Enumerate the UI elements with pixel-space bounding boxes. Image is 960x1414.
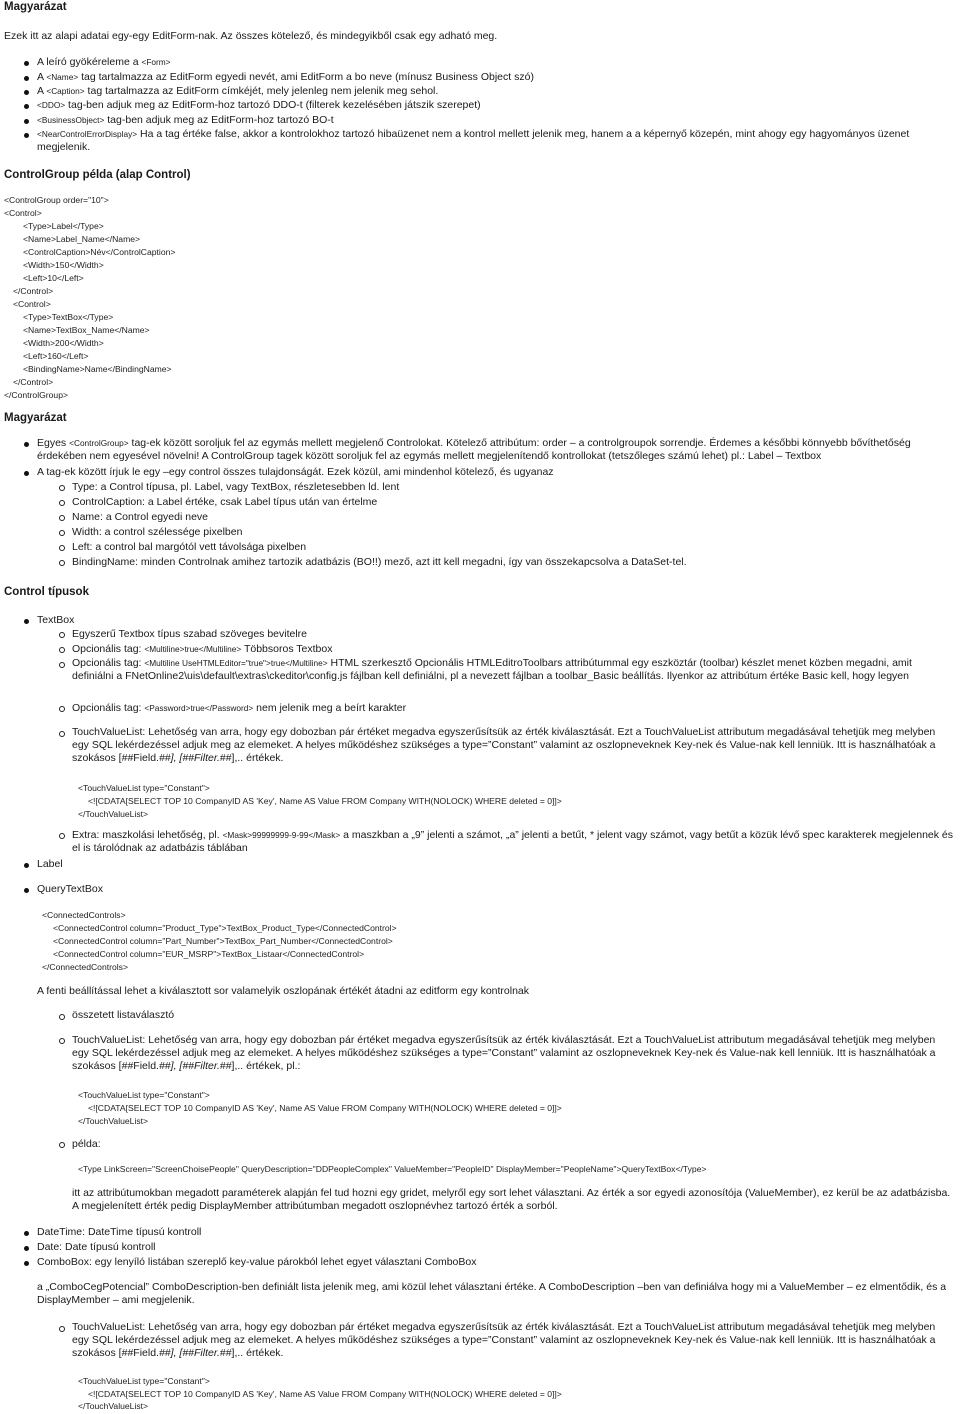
sub-list-item: Name: a Control egyedi neve	[72, 511, 208, 523]
list-item: A <Name> tag tartalmazza az EditForm egyedi nevét, ami EditForm a bo neve (mínusz Business Object szó)	[37, 71, 534, 83]
section-heading-explanation-2: Magyarázat	[4, 412, 67, 424]
paragraph: a „ComboCegPotencial” ComboDescription-ben definiált lista jelenik meg, ami közül lehet választani értéke. A ComboDescription –ben van definiálva hogy mi a ValueMember – ez elmentődik, és a DisplayMember – ami megjelenik.	[37, 1281, 947, 1306]
circle-bullet-icon	[59, 632, 65, 638]
circle-bullet-icon	[59, 545, 65, 551]
sub-list-item: Type: a Control típusa, pl. Label, vagy TextBox, részletesebben ld. lent	[72, 481, 400, 493]
bullet-icon	[24, 133, 29, 138]
sub-list-item: Left: a control bal margótól vett távolsága pixelben	[72, 541, 307, 553]
intro-paragraph: Ezek itt az alapi adatai egy-egy EditForm-nak. Az összes kötelező, és mindegyikből csak egy adható meg.	[4, 30, 498, 42]
code-line: <Control>	[13, 299, 51, 309]
section-heading-controlgroup-example: ControlGroup példa (alap Control)	[4, 169, 191, 181]
code-line: <Type LinkScreen="ScreenChoisePeople" QueryDescription="DDPeopleComplex" ValueMember="PeopleID" DisplayMember="PeopleName">QueryTextBox</Type>	[78, 1164, 707, 1174]
circle-bullet-icon	[59, 1014, 65, 1020]
sub-list-item-touchvaluelist: TouchValueList: Lehetőség van arra, hogy egy dobozban pár értéket megadva egyszerűsítsük az érték kiválasztását. Ezt a TouchValueList attributum megadásával tehetjük meg melyben egy SQL lekérdezéssel adjuk meg az elemeket. A helyes működéshez szükséges a type=”Constant” valamint az oszlopneveknek Key-nek és Value-nak kell lenniük. Itt is használhatóak a szokásos [##Field.##], [##Filter.##],.. értékek.	[72, 726, 936, 764]
code-line: <TouchValueList type="Constant">	[78, 783, 210, 793]
sub-list-item-touchvaluelist: TouchValueList: Lehetőség van arra, hogy egy dobozban pár értéket megadva egyszerűsítsük az érték kiválasztását. Ezt a TouchValueList attributum megadásával tehetjük meg melyben egy SQL lekérdezéssel adjuk meg az elemeket. A helyes működéshez szükséges a type=”Constant” valamint az oszlopneveknek Key-nek és Value-nak kell lenniük. Itt is használhatóak a szokásos [##Field.##], [##Filter.##],.. értékek, pl.:	[72, 1034, 936, 1072]
list-item-querytextbox: QueryTextBox	[37, 883, 103, 895]
circle-bullet-icon	[59, 560, 65, 566]
sub-list-item: Opcionális tag: <Multiline>true</Multiline> Többsoros Textbox	[72, 643, 333, 655]
circle-bullet-icon	[59, 530, 65, 536]
code-line: <Width>200</Width>	[23, 338, 104, 348]
section-heading-explanation: Magyarázat	[4, 1, 67, 13]
sub-list-item: ControlCaption: a Label értéke, csak Label típus után van értelme	[72, 496, 378, 508]
code-line: <TouchValueList type="Constant">	[78, 1376, 210, 1386]
circle-bullet-icon	[59, 833, 65, 839]
sub-list-item: Egyszerű Textbox típus szabad szöveges bevitelre	[72, 628, 308, 640]
code-line: <ConnectedControl column="Product_Type">TextBox_Product_Type</ConnectedControl>	[53, 923, 397, 933]
code-line: <ConnectedControl column="EUR_MSRP">TextBox_Listaar</ConnectedControl>	[53, 949, 365, 959]
circle-bullet-icon	[59, 485, 65, 491]
list-item: <DDO> tag-ben adjuk meg az EditForm-hoz tartozó DDO-t (filterek kezelésében játszik szerepet)	[37, 99, 481, 111]
list-item-datetime: DateTime: DateTime típusú kontroll	[37, 1226, 202, 1238]
sub-list-item: Opcionális tag: <Multiline UseHTMLEditor="true">true</Multiline> HTML szerkesztő Opcionális HTMLEditroToolbars attribútummal egy eszköztár (toolbar) készlet menet közben megadni, amit definiálni a FNetOnline2\uis\default\extras\ckeditor\config.js fájlban kell definiálni, pl a nevezett fájlban a toolbar_Basic beállítás. Ilyenkor az attribútum értéke Basic kell, hogy legyen	[72, 657, 912, 682]
circle-bullet-icon	[59, 500, 65, 506]
code-line: </Control>	[13, 377, 54, 387]
bullet-icon	[24, 619, 29, 624]
list-item-date: Date: Date típusú kontroll	[37, 1241, 156, 1253]
code-line: <Type>Label</Type>	[23, 221, 104, 231]
code-line: <![CDATA[SELECT TOP 10 CompanyID AS 'Key', Name AS Value FROM Company WITH(NOLOCK) WHERE deleted = 0]]>	[88, 1103, 562, 1113]
bullet-icon	[24, 888, 29, 893]
sub-list-item: példa:	[72, 1138, 101, 1150]
code-line: <Control>	[4, 208, 42, 218]
bullet-icon	[24, 119, 29, 124]
circle-bullet-icon	[59, 1142, 65, 1148]
code-line: </ControlGroup>	[4, 390, 69, 400]
code-line: </Control>	[13, 286, 54, 296]
list-item: A leíró gyökéreleme a <Form>	[37, 56, 171, 68]
circle-bullet-icon	[59, 647, 65, 653]
sub-list-item: Opcionális tag: <Password>true</Password> nem jelenik meg a beírt karakter	[72, 702, 407, 714]
bullet-icon	[24, 1231, 29, 1236]
bullet-icon	[24, 471, 29, 476]
code-line: <Left>10</Left>	[23, 273, 84, 283]
code-line: <ConnectedControls>	[42, 910, 126, 920]
code-line: </TouchValueList>	[78, 809, 149, 819]
list-item-label: Label	[37, 858, 63, 870]
code-line: <TouchValueList type="Constant">	[78, 1090, 210, 1100]
list-item: A <Caption> tag tartalmazza az EditForm címkéjét, mely jelenleg nem jelenik meg sehol.	[37, 85, 439, 97]
list-item: Egyes <ControlGroup> tag-ek között soroljuk fel az egymás mellett megjelenő Controlokat. Kötelező attribútum: order – a controlgroupok sorrendje. Érdemes a későbbi könnyebb bővíthetőség érdekében nem egyesével növelni! A ControlGroup tagek között soroljuk fel az egymás mellett megjelenítendő kontrollokat (tetszőleges számú lehet) pl.: Label – Textbox	[37, 437, 911, 462]
sub-list-item-touchvaluelist: TouchValueList: Lehetőség van arra, hogy egy dobozban pár értéket megadva egyszerűsítsük az érték kiválasztását. Ezt a TouchValueList attributum megadásával tehetjük meg melyben egy SQL lekérdezéssel adjuk meg az elemeket. A helyes működéshez szükséges a type=”Constant” valamint az oszlopneveknek Key-nek és Value-nak kell lenniük. Itt is használhatóak a szokásos [##Field.##], [##Filter.##],.. értékek.	[72, 1321, 936, 1359]
code-line: </TouchValueList>	[78, 1401, 149, 1411]
circle-bullet-icon	[59, 1326, 65, 1332]
code-line: <Width>150</Width>	[23, 260, 104, 270]
code-line: <Type>TextBox</Type>	[23, 312, 114, 322]
list-item: <BusinessObject> tag-ben adjuk meg az EditForm-hoz tartozó BO-t	[37, 114, 334, 126]
sub-list-item: összetett listaválasztó	[72, 1009, 175, 1021]
bullet-icon	[24, 1246, 29, 1251]
code-line: <Left>160</Left>	[23, 351, 89, 361]
list-item-combobox: ComboBox: egy lenyíló listában szereplő key-value párokból lehet egyet választani ComboBox	[37, 1256, 477, 1268]
code-line: <![CDATA[SELECT TOP 10 CompanyID AS 'Key', Name AS Value FROM Company WITH(NOLOCK) WHERE deleted = 0]]>	[88, 796, 562, 806]
code-line: <![CDATA[SELECT TOP 10 CompanyID AS 'Key', Name AS Value FROM Company WITH(NOLOCK) WHERE deleted = 0]]>	[88, 1389, 562, 1399]
circle-bullet-icon	[59, 706, 65, 712]
circle-bullet-icon	[59, 1038, 65, 1044]
sub-list-item: Extra: maszkolási lehetőség, pl. <Mask>99999999-9-99</Mask> a maszkban a „9” jelenti a számot, „a” jelenti a betűt, * jelent vagy számot, vagy betűt a közük lévő spec karakterek megjelennek és el is tárolódnak az adatbázis táblában	[72, 829, 954, 854]
code-line: <ConnectedControl column="Part_Number">TextBox_Part_Number</ConnectedControl>	[53, 936, 393, 946]
bullet-icon	[24, 1261, 29, 1266]
paragraph: A fenti beállítással lehet a kiválasztott sor valamelyik oszlopának értékét átadni az editform egy kontrolnak	[37, 985, 530, 997]
bullet-icon	[24, 61, 29, 66]
code-line: <BindingName>Name</BindingName>	[23, 364, 172, 374]
sub-list-item: Width: a control szélessége pixelben	[72, 526, 243, 538]
circle-bullet-icon	[59, 731, 65, 737]
circle-bullet-icon	[59, 515, 65, 521]
section-heading-control-types: Control típusok	[4, 586, 89, 598]
paragraph: itt az attribútumokban megadott paraméterek alapján fel tud hozni egy gridet, melyről egy sort lehet választani. Az érték a sor egyedi azonosítója (ValueMember), ez kerül be az adatbázisba. A megjelenített érték pedig DisplayMember attribútumban megadott oszlopnévhez tartozó érték a sorból.	[72, 1187, 951, 1212]
list-item-textbox: TextBox	[37, 614, 75, 626]
list-item: <NearControlErrorDisplay> Ha a tag értéke false, akkor a kontrolokhoz tartozó hibaüzenet nem a kontrol mellett jelenik meg, hanem a a képernyő közepén, mint ahogy egy hagyományos üzenet megjelenik.	[37, 128, 910, 153]
code-line: <ControlCaption>Név</ControlCaption>	[23, 247, 176, 257]
code-line: </TouchValueList>	[78, 1116, 149, 1126]
code-line: </ConnectedControls>	[42, 962, 128, 972]
bullet-icon	[24, 90, 29, 95]
circle-bullet-icon	[59, 662, 65, 668]
code-line: <ControlGroup order="10">	[4, 195, 109, 205]
sub-list-item: BindingName: minden Controlnak amihez tartozik adatbázis (BO!!) mező, azt itt kell megadni, így van összekapcsolva a DataSet-tel.	[72, 556, 687, 568]
bullet-icon	[24, 863, 29, 868]
list-item: A tag-ek között írjuk le egy –egy control összes tulajdonságát. Ezek közül, ami mindenhol kötelező, és ugyanaz	[37, 466, 554, 478]
code-line: <Name>TextBox_Name</Name>	[23, 325, 150, 335]
bullet-icon	[24, 104, 29, 109]
bullet-icon	[24, 442, 29, 447]
bullet-icon	[24, 76, 29, 81]
code-line: <Name>Label_Name</Name>	[23, 234, 141, 244]
